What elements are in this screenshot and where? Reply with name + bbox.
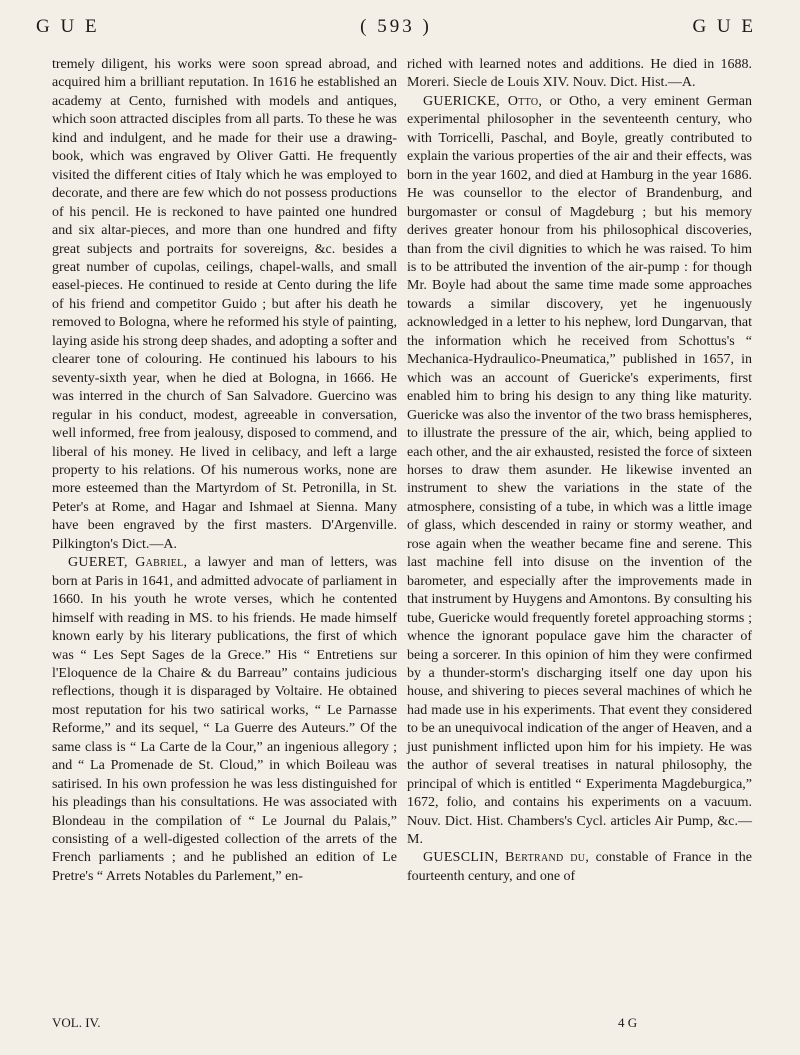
footer bbox=[52, 1015, 752, 1033]
volume-label: VOL. IV. bbox=[52, 1015, 101, 1030]
entry-gueret bbox=[52, 554, 397, 886]
left-column bbox=[52, 56, 397, 886]
right-column bbox=[407, 56, 752, 886]
entry-name-gueret: GUERET, Gabriel, bbox=[68, 555, 188, 571]
entry-guericke bbox=[407, 93, 752, 850]
running-head bbox=[36, 16, 756, 42]
entry-text-guericke: or Otho, a very eminent German experimental philosopher in the seventeenth century, who with Torricelli, Paschal, and Boyle, greatly contributed to explain the various properties of the air and their effects, was born in the year 1602, and died at Hamburg in the year 1686. He was counsellor to the elector of Brandenburg, and burgomaster or consul of Magdeburg ; but his memory derives greater honour from his philosophical discoveries, than from the civil dignities to which he was raised. To him is to be attributed the invention of the air-pump : for though Mr. Boyle had about the same time made some approaches towards a similar discovery, yet he ingenuously acknowledged in a letter to his nephew, lord Dungarvan, that the information which he received from Schottus's “ Mechanica-Hydraulico-Pneumatica,” published in 1657, in which was an account of Guericke's experiments, first enabled him to bring his design to any thing like maturity. Guericke was also the inventor of the two brass hemispheres, to illustrate the pressure of the air, which, being applied to each other, and the air exhausted, resisted the force of sixteen horses to draw them asunder. He likewise invented an instrument to shew the variations in the state of the atmosphere, consisting of a tube, in which was a little image of glass, which descended in rainy or stormy weather, and rose again when the weather became fine and serene. This last machine fell into disuse on the invention of the barometer, and especially after the improvements made in that instrument by Huygens and Amontons. By consulting his tube, Guericke would frequently foretel approaching storms ; whence the ignorant populace gave him the character of being a sorcerer. In this opinion of him they were confirmed by a thunder-storm's discharging itself one day upon his house, and shivering to pieces several machines of which he had made use in his experiments. That event they considered to be an unequivocal indication of the anger of Heaven, and a just punishment inflicted upon him for his impiety. He was the author of several treatises in natural philosophy, the principal of which is entitled “ Experimenta Magdeburgica,” 1672, folio, and contains his experiments on a vacuum. Nouv. Dict. Hist. Chambers's Cycl. articles Air Pump, &c.—M. bbox=[407, 93, 752, 848]
entry-guesclin bbox=[407, 849, 752, 886]
page-number: ( 593 ) bbox=[360, 16, 432, 37]
running-head-right: G U E bbox=[692, 16, 756, 37]
paragraph-guercino-continued: tremely diligent, his works were soon spread abroad, and acquired him a brilliant reputation. In 1616 he established an academy at Cento, furnished with models and antiques, which soon attracted disciples from all parts. To these he was kind and indulgent, and he made for their use a drawing-book, which was engraved by Oliver Gatti. He frequently visited the different cities of Italy which he was employed to decorate, and there are few which do not possess productions of his pencil. He is reckoned to have painted one hundred and six altar-pieces, and more than one hundred and fifty great subjects and portraits for sovereigns, &c. besides a great number of cupolas, ceilings, chapel-walls, and small easel-pieces. He continued to reside at Cento during the life of his friend and competitor Guido ; but after his death he removed to Bologna, where he reformed his style of painting, laying aside his strong deep shades, and adopting a softer and clearer tone of colouring. He continued his labours to his seventy-sixth year, when he died at Bologna, in 1666. He was interred in the church of San Salvadore. Guercino was regular in his conduct, modest, agreeable in conversation, well informed, free from jealousy, disposed to commend, and liberal of his money. He lived in celibacy, and left a large property to his relations. Of his numerous works, none are more esteemed than the Martyrdom of St. Petronilla, in St. Peter's at Rome, and Hagar and Ishmael at Sienna. Many have been engraved by the first masters. D'Argenville. Pilkington's Dict.—A. bbox=[52, 57, 397, 552]
entry-name-guericke: GUERICKE, Otto, bbox=[423, 93, 543, 109]
entry-text-guesclin: constable of France in the fourteenth century, and one of bbox=[407, 850, 752, 884]
paragraph-gueret-continued: riched with learned notes and additions. He died in 1688. Moreri. Siecle de Louis XIV. Nouv. Dict. Hist.—A. bbox=[407, 57, 752, 91]
entry-text-gueret: a lawyer and man of letters, was born at Paris in 1641, and admitted advocate of parliament in 1660. In his youth he wrote verses, which he contented himself with reading in MS. to his friends. He made himself known early by his literary publications, the first of which was “ Les Sept Sages de la Grece.” His “ Entretiens sur l'Eloquence de la Chaire & du Barreau” contains judicious reflections, though it is disparaged by Voltaire. He obtained most reputation for his two satirical works, “ Le Parnasse Reforme,” and its sequel, “ La Guerre des Auteurs.” Of the same class is “ La Carte de la Cour,” an ingenious allegory ; and “ La Promenade de St. Cloud,” in which Boileau was satirised. In his own profession he was less distinguished for his pleadings than his consultations. He was associated with Blondeau in the compilation of “ Le Journal du Palais,” consisting of a well-digested collection of the arrets of the French parliaments ; and he published an edition of Le Pretre's “ Arrets Notables du Parlement,” en- bbox=[52, 555, 397, 884]
running-head-left: G U E bbox=[36, 16, 100, 37]
signature-mark: 4 G bbox=[618, 1015, 638, 1030]
entry-name-guesclin: GUESCLIN, Bertrand du, bbox=[423, 850, 590, 866]
